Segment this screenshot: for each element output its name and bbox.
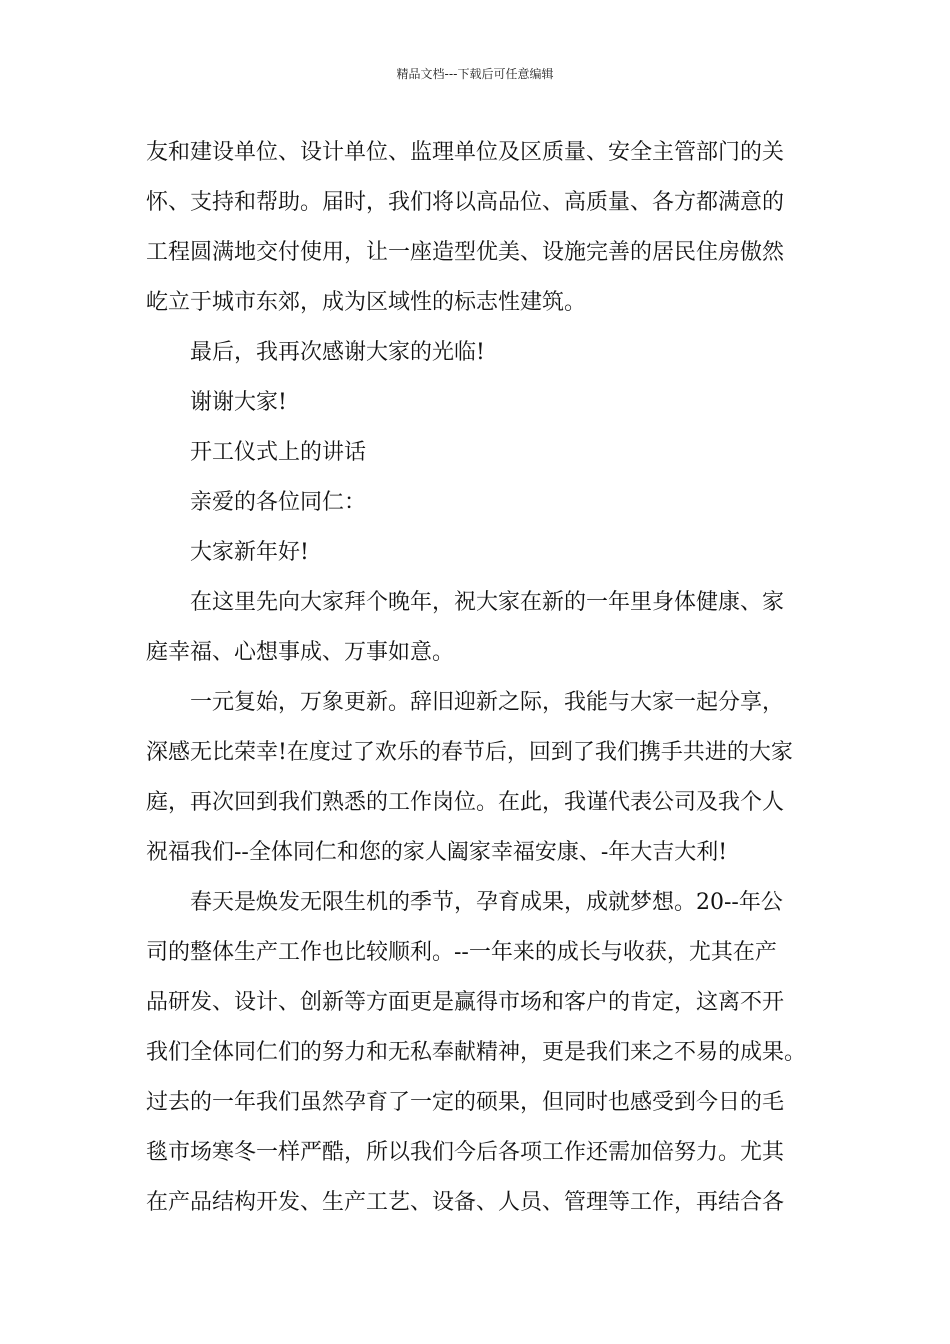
text-line: 最后，我再次感谢大家的光临!: [190, 340, 485, 365]
text-line: 品研发、设计、创新等方面更是赢得市场和客户的肯定，这离不开: [146, 990, 785, 1015]
text-line: 春天是焕发无限生机的季节，孕育成果，成就梦想。20--年公: [190, 890, 783, 915]
text-line: 祝福我们--全体同仁和您的家人阖家幸福安康、-年大吉大利!: [146, 840, 728, 865]
text-line: 我们全体同仁们的努力和无私奉献精神，更是我们来之不易的成果。: [146, 1040, 807, 1065]
text-line: 过去的一年我们虽然孕育了一定的硕果，但同时也感受到今日的毛: [146, 1090, 785, 1115]
text-line: 庭幸福、心想事成、万事如意。: [146, 640, 455, 665]
text-line: 毯市场寒冬一样严酷，所以我们今后各项工作还需加倍努力。尤其: [146, 1140, 785, 1165]
text-line: 一元复始，万象更新。辞旧迎新之际，我能与大家一起分享，: [190, 690, 785, 715]
text-line: 在这里先向大家拜个晚年，祝大家在新的一年里身体健康、家: [190, 590, 785, 615]
text-line: 工程圆满地交付使用，让一座造型优美、设施完善的居民住房傲然: [146, 240, 785, 265]
text-line: 司的整体生产工作也比较顺利。--一年来的成长与收获，尤其在产: [146, 940, 777, 965]
text-line: 谢谢大家!: [190, 390, 287, 415]
text-line: 庭，再次回到我们熟悉的工作岗位。在此，我谨代表公司及我个人: [146, 790, 785, 815]
text-line: 在产品结构开发、生产工艺、设备、人员、管理等工作，再结合各: [146, 1190, 785, 1215]
text-line: 怀、支持和帮助。届时，我们将以高品位、高质量、各方都满意的: [146, 190, 785, 215]
text-line: 深感无比荣幸!在度过了欢乐的春节后，回到了我们携手共进的大家: [146, 740, 793, 765]
text-line: 大家新年好!: [190, 540, 309, 565]
document-body: [146, 128, 822, 1228]
text-line: 亲爱的各位同仁：: [190, 490, 367, 515]
text-line: 友和建设单位、设计单位、监理单位及区质量、安全主管部门的关: [146, 140, 785, 165]
page-header: 精品文档---下载后可任意编辑: [396, 67, 554, 81]
text-line: 开工仪式上的讲话: [190, 440, 367, 465]
text-line: 屹立于城市东郊，成为区域性的标志性建筑。: [146, 290, 587, 315]
